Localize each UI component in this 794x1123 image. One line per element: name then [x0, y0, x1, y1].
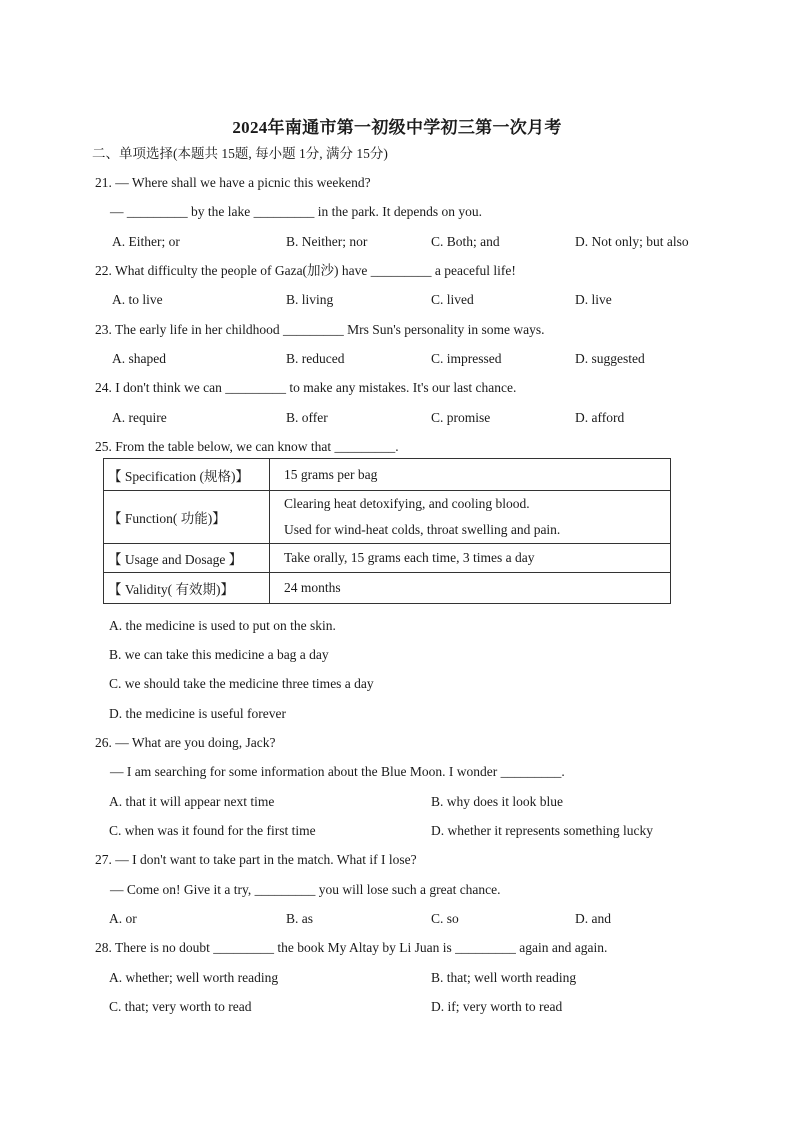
option-a[interactable]: A. require — [112, 410, 167, 425]
option-b[interactable]: B. living — [286, 292, 334, 307]
option-c[interactable]: C. that; very worth to read — [109, 999, 252, 1014]
table-row — [104, 491, 671, 544]
option-b[interactable]: B. Neither; nor — [286, 234, 368, 249]
table-row — [104, 544, 671, 573]
option-b[interactable]: B. we can take this medicine a bag a day — [109, 647, 329, 662]
option-d[interactable]: D. live — [575, 292, 612, 307]
option-d[interactable]: D. if; very worth to read — [431, 999, 563, 1014]
option-c[interactable]: C. promise — [431, 410, 491, 425]
question-24-stem: 24. I don't think we can _________ to make any mistakes. It's our last chance. — [95, 380, 517, 395]
option-a[interactable]: A. that it will appear next time — [109, 794, 275, 809]
option-b[interactable]: B. reduced — [286, 351, 345, 366]
table-key: 【 Specification (规格)】 — [104, 459, 270, 491]
option-a[interactable]: A. to live — [112, 292, 163, 307]
option-d[interactable]: D. Not only; but also — [575, 234, 689, 249]
option-b[interactable]: B. as — [286, 911, 313, 926]
section-heading: 二、单项选择(本题共 15题, 每小题 1分, 满分 15分) — [92, 146, 388, 161]
table-value — [270, 544, 671, 573]
question-25-stem: 25. From the table below, we can know that _________. — [95, 439, 399, 454]
question-26-dialog: — I am searching for some information about the Blue Moon. I wonder _________. — [110, 764, 565, 779]
table-value-line: 24 months — [284, 580, 341, 595]
table-key: 【 Function( 功能)】 — [104, 491, 270, 544]
table-value-line: Used for wind-heat colds, throat swelling and pain. — [284, 522, 561, 537]
table-key: 【 Usage and Dosage 】 — [104, 544, 270, 573]
option-a[interactable]: A. shaped — [112, 351, 166, 366]
question-21-stem: 21. — Where shall we have a picnic this weekend? — [95, 175, 371, 190]
question-22-stem: 22. What difficulty the people of Gaza(加沙) have _________ a peaceful life! — [95, 263, 516, 278]
table-value-line: Clearing heat detoxifying, and cooling blood. — [284, 496, 530, 511]
question-21-dialog: — _________ by the lake _________ in the park. It depends on you. — [110, 204, 482, 219]
option-c[interactable]: C. when was it found for the first time — [109, 823, 316, 838]
option-c[interactable]: C. lived — [431, 292, 474, 307]
option-d[interactable]: D. the medicine is useful forever — [109, 706, 286, 721]
option-b[interactable]: B. why does it look blue — [431, 794, 563, 809]
table-value-line: Take orally, 15 grams each time, 3 times a day — [284, 550, 535, 565]
table-key: 【 Validity( 有效期)】 — [104, 573, 270, 604]
option-b[interactable]: B. that; well worth reading — [431, 970, 577, 985]
table-row — [104, 573, 671, 604]
question-26-stem: 26. — What are you doing, Jack? — [95, 735, 276, 750]
option-a[interactable]: A. whether; well worth reading — [109, 970, 279, 985]
option-d[interactable]: D. and — [575, 911, 611, 926]
table-value-line: 15 grams per bag — [284, 466, 378, 482]
option-d[interactable]: D. suggested — [575, 351, 645, 366]
question-27-stem: 27. — I don't want to take part in the match. What if I lose? — [95, 852, 417, 867]
option-c[interactable]: C. we should take the medicine three times a day — [109, 676, 374, 691]
option-b[interactable]: B. offer — [286, 410, 328, 425]
question-27-dialog: — Come on! Give it a try, _________ you will lose such a great chance. — [110, 882, 501, 897]
option-c[interactable]: C. impressed — [431, 351, 502, 366]
option-a[interactable]: A. Either; or — [112, 234, 180, 249]
option-d[interactable]: D. whether it represents something lucky — [431, 823, 653, 838]
option-a[interactable]: A. the medicine is used to put on the skin. — [109, 618, 336, 633]
table-row — [104, 459, 671, 491]
specification-table — [103, 458, 671, 604]
table-value — [270, 573, 671, 604]
option-a[interactable]: A. or — [109, 911, 137, 926]
option-d[interactable]: D. afford — [575, 410, 625, 425]
option-c[interactable]: C. so — [431, 911, 459, 926]
question-28-stem: 28. There is no doubt _________ the book My Altay by Li Juan is _________ again and again. — [95, 940, 608, 955]
page-title: 2024年南通市第一初级中学初三第一次月考 — [232, 118, 562, 137]
option-c[interactable]: C. Both; and — [431, 234, 500, 249]
table-value — [270, 459, 671, 491]
table-value — [270, 491, 671, 544]
question-23-stem: 23. The early life in her childhood _________ Mrs Sun's personality in some ways. — [95, 322, 545, 337]
